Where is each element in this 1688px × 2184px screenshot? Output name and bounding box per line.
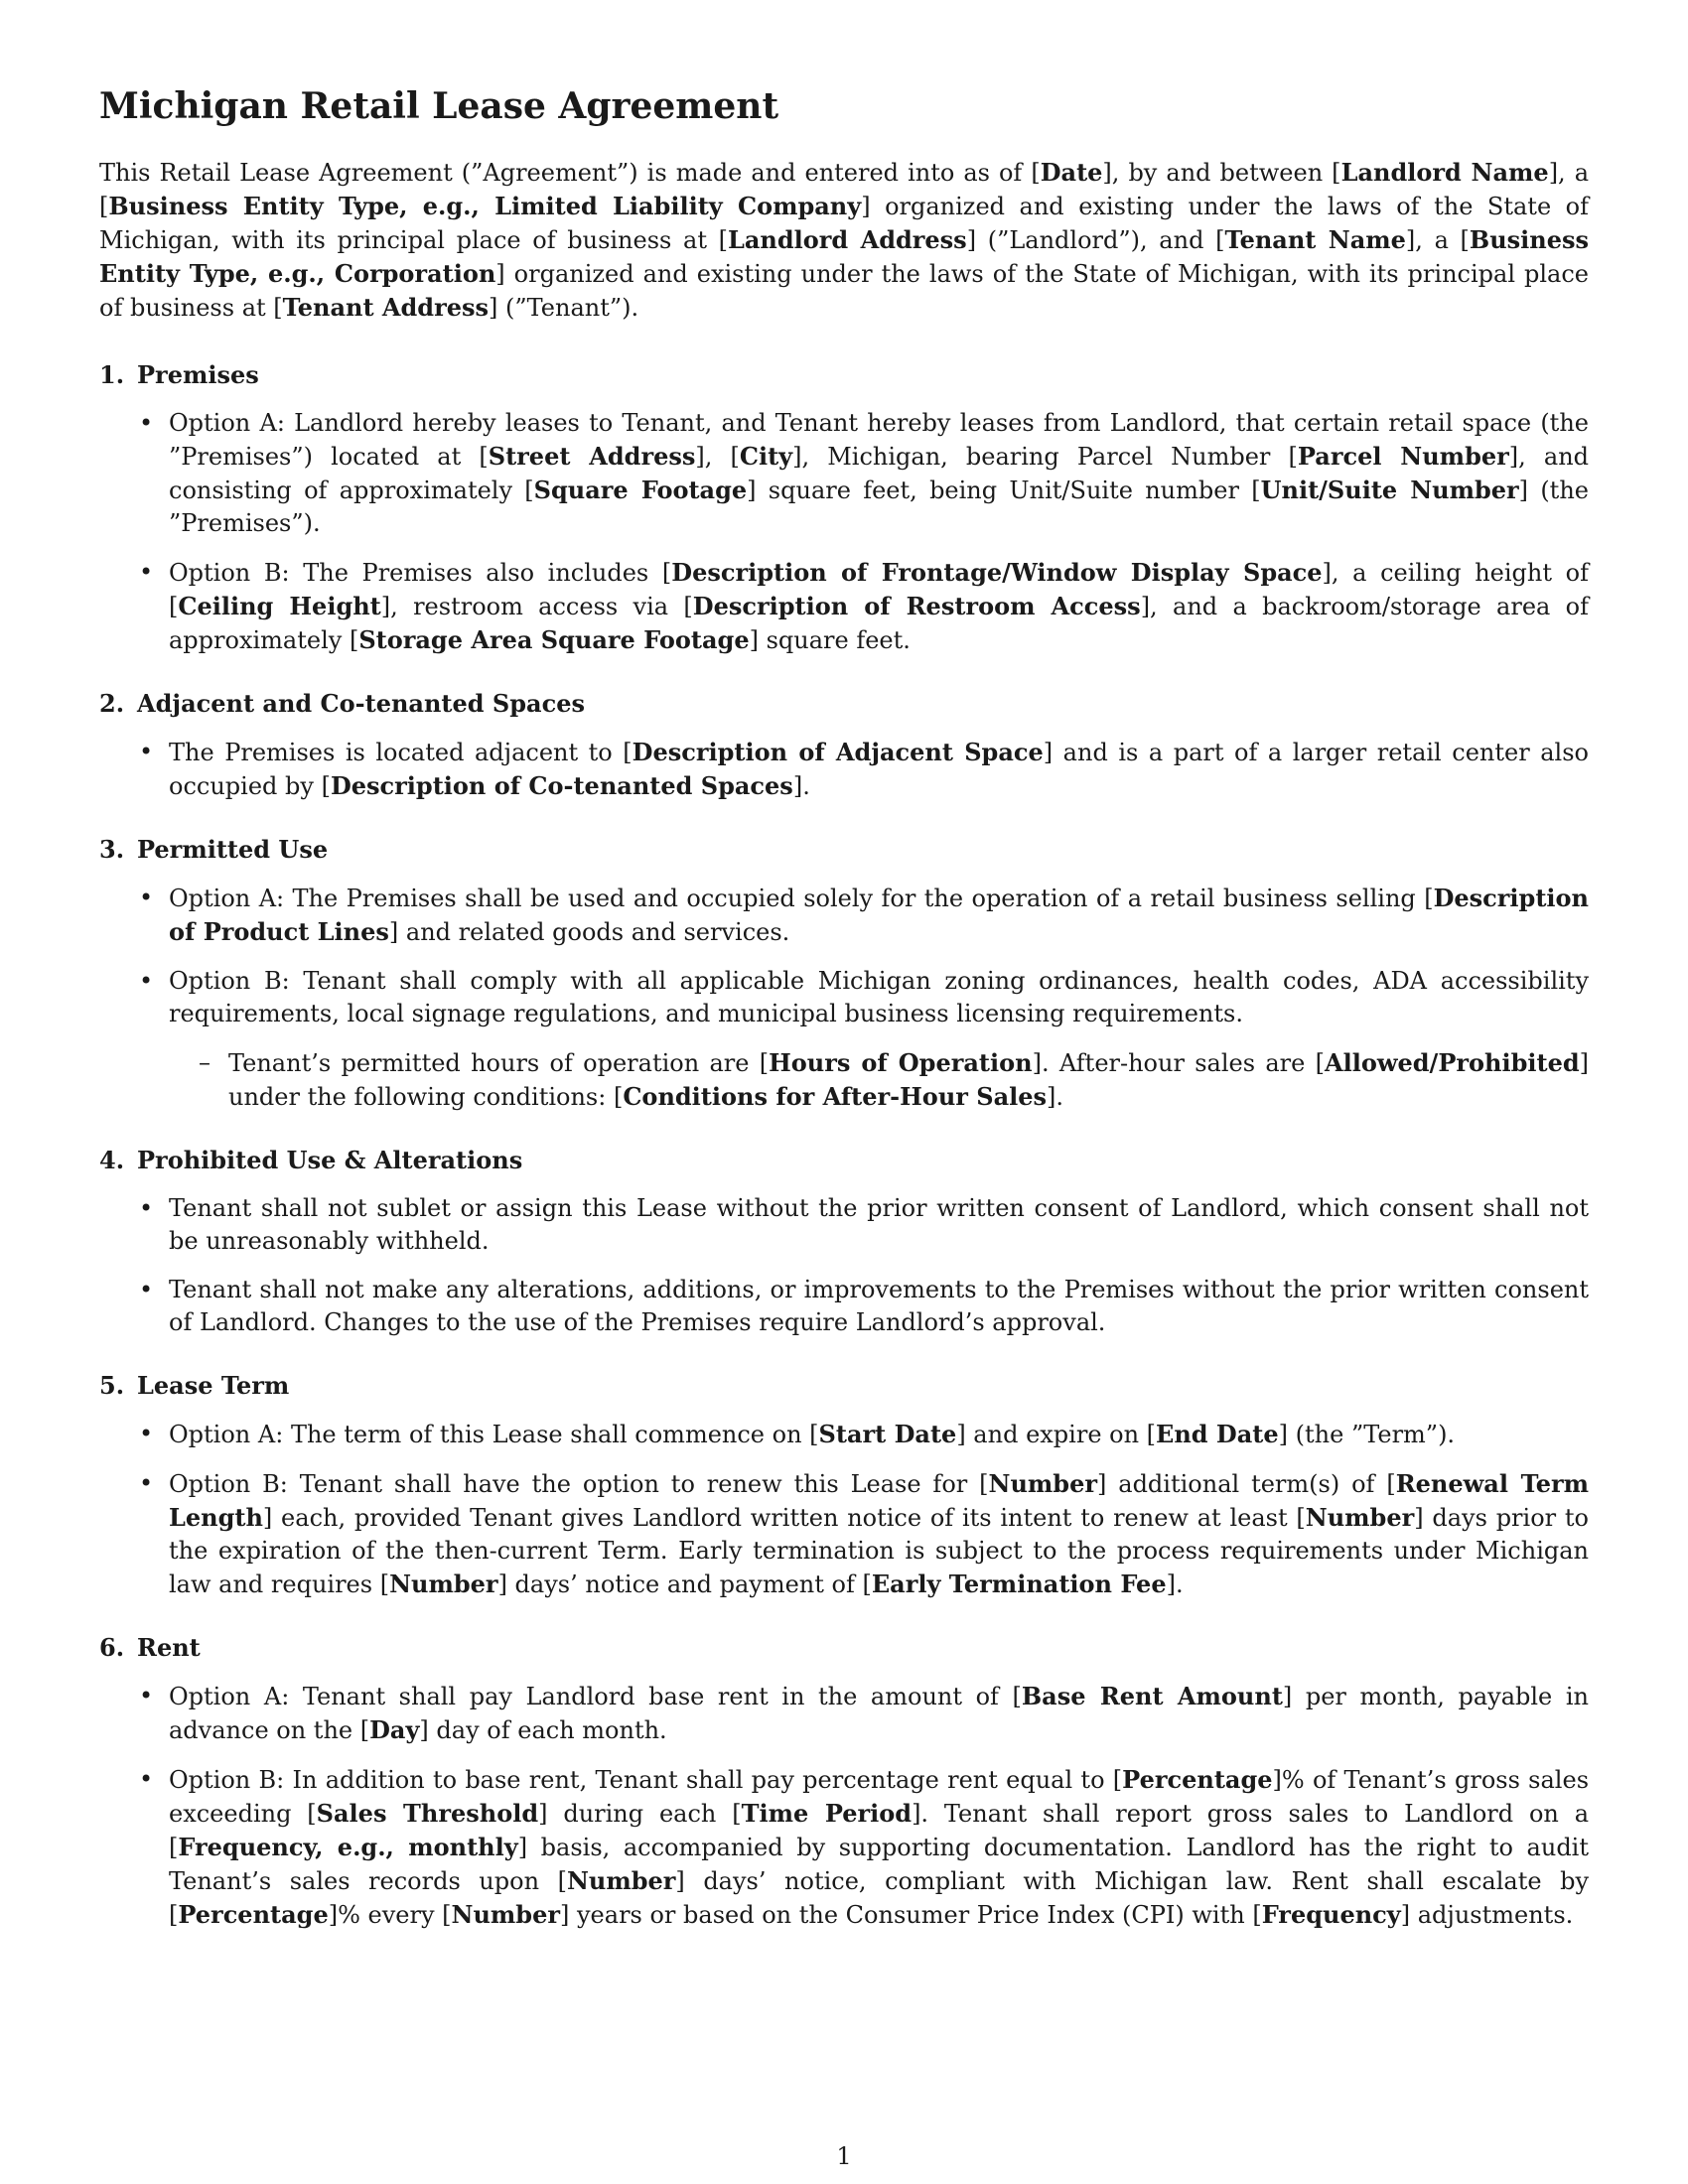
- placeholder-field: Tenant Name: [1224, 225, 1406, 255]
- text-run: ], by and between [: [1102, 159, 1341, 188]
- section-number: 5.: [99, 1371, 125, 1401]
- section-3: [99, 833, 1589, 1114]
- clause-item: [99, 965, 1589, 1114]
- text-run: ] and related goods and services.: [388, 918, 790, 947]
- text-run: ], [: [695, 443, 740, 472]
- placeholder-field: Early Termination Fee: [871, 1570, 1167, 1599]
- text-run: ]. Tenant shall report gross sales to Landlord on a [: [169, 1800, 1590, 1862]
- document-title: Michigan Retail Lease Agreement: [99, 85, 779, 127]
- section-heading: [99, 833, 1589, 866]
- clause-item: [99, 882, 1589, 949]
- clause-item: [99, 1192, 1589, 1258]
- placeholder-field: Ceiling Height: [178, 592, 381, 621]
- text-run: ] days’ notice and payment of [: [497, 1570, 872, 1599]
- clause-item: [99, 736, 1589, 803]
- text-run: ].: [1166, 1570, 1184, 1599]
- section-title: Premises: [137, 360, 259, 390]
- placeholder-field: Street Address: [488, 442, 696, 472]
- section-title: Lease Term: [137, 1371, 290, 1401]
- text-run: Option A: Tenant shall pay Landlord base rent in the amount of [: [169, 1683, 1022, 1711]
- placeholder-field: Time Period: [741, 1799, 913, 1829]
- placeholder-field: City: [739, 442, 793, 472]
- text-run: Option A: The Premises shall be used and occupied solely for the operation of a retail business selling [: [169, 885, 1434, 913]
- text-run: ]. After-hour sales are [: [1032, 1049, 1325, 1078]
- section-heading: [99, 358, 1589, 391]
- text-run: Option B: In addition to base rent, Tenant shall pay percentage rent equal to [: [169, 1766, 1123, 1795]
- clause-item: [99, 1418, 1589, 1451]
- placeholder-field: Parcel Number: [1297, 442, 1509, 472]
- text-run: ] (the ”Premises”).: [169, 477, 1589, 538]
- placeholder-field: Landlord Name: [1340, 158, 1549, 188]
- document-page: [99, 85, 1589, 1962]
- placeholder-field: Square Footage: [533, 476, 748, 505]
- sub-clause-item: [169, 1046, 1589, 1114]
- clause-list: [99, 407, 1589, 657]
- section-2: [99, 687, 1589, 803]
- section-title: Adjacent and Co-tenanted Spaces: [137, 689, 585, 719]
- text-run: ] additional term(s) of [: [1097, 1470, 1396, 1499]
- text-run: Option A: Landlord hereby leases to Tenant, and Tenant hereby leases from Landlord, that certain retail space (the ”Premises”) located at [: [169, 409, 1589, 472]
- placeholder-field: Number: [389, 1570, 498, 1599]
- clause-list: [99, 882, 1589, 1114]
- text-run: Option B: The Premises also includes [: [169, 559, 672, 588]
- placeholder-field: Frequency: [1261, 1900, 1401, 1930]
- section-number: 4.: [99, 1146, 125, 1175]
- placeholder-field: Percentage: [178, 1900, 329, 1930]
- text-run: ].: [792, 772, 810, 801]
- section-title: Rent: [137, 1633, 201, 1663]
- text-run: ], and consisting of approximately [: [169, 443, 1590, 505]
- placeholder-field: Number: [988, 1469, 1097, 1499]
- clause-list: [99, 736, 1589, 803]
- placeholder-field: Percentage: [1122, 1765, 1273, 1795]
- text-run: ], Michigan, bearing Parcel Number [: [792, 443, 1298, 472]
- placeholder-field: Business Entity Type, e.g., Limited Liability Company: [108, 192, 862, 221]
- text-run: ] adjustments.: [1400, 1901, 1574, 1930]
- section-1: [99, 358, 1589, 657]
- text-run: ] during each [: [538, 1800, 742, 1829]
- placeholder-field: Number: [451, 1900, 560, 1930]
- text-run: ] days’ notice, compliant with Michigan law. Rent shall escalate by [: [169, 1867, 1589, 1930]
- text-run: ] (the ”Term”).: [1278, 1421, 1456, 1449]
- section-number: 1.: [99, 360, 125, 390]
- clause-item: [99, 1467, 1589, 1601]
- text-run: ]% of Tenant’s gross sales exceeding [: [169, 1766, 1590, 1829]
- clause-item: [99, 556, 1589, 657]
- placeholder-field: Date: [1040, 158, 1103, 188]
- placeholder-field: End Date: [1156, 1420, 1279, 1449]
- text-run: Tenant’s permitted hours of operation are [: [228, 1049, 770, 1078]
- text-run: ] years or based on the Consumer Price Index (CPI) with [: [560, 1901, 1262, 1930]
- placeholder-field: Tenant Address: [282, 293, 490, 323]
- sub-clause-list: [169, 1046, 1589, 1114]
- text-run: ] organized and existing under the laws of the State of Michigan, with its principal place of business at [: [99, 260, 1589, 323]
- text-run: Option B: Tenant shall have the option to renew this Lease for [: [169, 1470, 989, 1499]
- sections-container: [99, 358, 1589, 1932]
- clause-item: [99, 1763, 1589, 1932]
- section-heading: [99, 1144, 1589, 1176]
- text-run: ].: [1047, 1083, 1064, 1112]
- text-run: ] under the following conditions: [: [228, 1049, 1589, 1112]
- placeholder-field: Base Rent Amount: [1021, 1682, 1283, 1711]
- placeholder-field: Number: [1305, 1503, 1415, 1533]
- placeholder-field: Landlord Address: [727, 225, 967, 255]
- clause-list: [99, 1680, 1589, 1932]
- clause-list: [99, 1418, 1589, 1601]
- text-run: ] each, provided Tenant gives Landlord written notice of its intent to renew at least [: [262, 1504, 1306, 1533]
- placeholder-field: Description of Restroom Access: [692, 592, 1141, 621]
- intro-paragraph: [99, 156, 1589, 325]
- text-run: Option B: Tenant shall comply with all applicable Michigan zoning ordinances, health codes, ADA accessibility requirements, local signage regulations, and municipal business licensing requirements.: [169, 967, 1589, 1028]
- text-run: ] (”Landlord”), and [: [966, 226, 1225, 255]
- clause-list: [99, 1192, 1589, 1339]
- text-run: ], restroom access via [: [380, 593, 693, 621]
- text-run: ] square feet, being Unit/Suite number [: [747, 477, 1261, 505]
- clause-item: [99, 407, 1589, 540]
- placeholder-field: Frequency, e.g., monthly: [178, 1833, 518, 1862]
- section-number: 2.: [99, 689, 125, 719]
- section-number: 3.: [99, 835, 125, 865]
- clause-item: [99, 1274, 1589, 1339]
- text-run: The Premises is located adjacent to [: [169, 739, 633, 767]
- text-run: Tenant shall not sublet or assign this Lease without the prior written consent of Landlord, which consent shall not be unreasonably withheld.: [169, 1194, 1589, 1256]
- placeholder-field: Allowed/Prohibited: [1324, 1048, 1580, 1078]
- text-run: ] (”Tenant”).: [489, 294, 639, 323]
- page-number: 1: [836, 2142, 852, 2170]
- section-heading: [99, 1369, 1589, 1402]
- section-6: [99, 1631, 1589, 1932]
- placeholder-field: Unit/Suite Number: [1260, 476, 1519, 505]
- section-number: 6.: [99, 1633, 125, 1663]
- text-run: ] days prior to the expiration of the then-current Term. Early termination is subject to the process requirements under Michigan law and requires [: [169, 1504, 1589, 1599]
- section-heading: [99, 1631, 1589, 1664]
- placeholder-field: Hours of Operation: [769, 1048, 1033, 1078]
- clause-item: [99, 1680, 1589, 1747]
- text-run: ] day of each month.: [419, 1716, 667, 1745]
- text-run: Tenant shall not make any alterations, additions, or improvements to the Premises without the prior written consent of Landlord. Changes to the use of the Premises require Landlord’s approval.: [169, 1276, 1589, 1337]
- text-run: ], a [: [1405, 226, 1470, 255]
- placeholder-field: Storage Area Square Footage: [358, 625, 750, 655]
- placeholder-field: Description of Product Lines: [169, 884, 1589, 947]
- placeholder-field: Description of Co-tenanted Spaces: [330, 771, 793, 801]
- placeholder-field: Number: [566, 1866, 676, 1896]
- section-heading: [99, 687, 1589, 720]
- placeholder-field: Conditions for After-Hour Sales: [623, 1082, 1048, 1112]
- placeholder-field: Day: [369, 1715, 420, 1745]
- placeholder-field: Business Entity Type, e.g., Corporation: [99, 225, 1590, 289]
- placeholder-field: Sales Threshold: [316, 1799, 539, 1829]
- text-run: ] and is a part of a larger retail center also occupied by [: [169, 739, 1589, 801]
- section-title: Permitted Use: [137, 835, 329, 865]
- text-run: ], a ceiling height of [: [169, 559, 1589, 621]
- text-run: ] basis, accompanied by supporting documentation. Landlord has the right to audit Tenant’s sales records upon [: [169, 1834, 1589, 1896]
- section-title: Prohibited Use & Alterations: [137, 1146, 523, 1175]
- text-run: ]% every [: [328, 1901, 452, 1930]
- placeholder-field: Start Date: [818, 1420, 957, 1449]
- placeholder-field: Renewal Term Length: [169, 1469, 1590, 1533]
- section-5: [99, 1369, 1589, 1601]
- placeholder-field: Description of Adjacent Space: [632, 738, 1044, 767]
- text-run: ] square feet.: [749, 626, 911, 655]
- placeholder-field: Description of Frontage/Window Display Space: [671, 558, 1323, 588]
- section-4: [99, 1144, 1589, 1339]
- text-run: ] and expire on [: [956, 1421, 1157, 1449]
- text-run: This Retail Lease Agreement (”Agreement”) is made and entered into as of [: [99, 159, 1041, 188]
- text-run: Option A: The term of this Lease shall commence on [: [169, 1421, 819, 1449]
- text-run: ], and a backroom/storage area of approximately [: [169, 593, 1590, 655]
- text-run: ] organized and existing under the laws of the State of Michigan, with its principal place of business at [: [99, 193, 1590, 255]
- text-run: ] per month, payable in advance on the [: [169, 1683, 1589, 1745]
- text-run: ], a [: [99, 159, 1590, 221]
